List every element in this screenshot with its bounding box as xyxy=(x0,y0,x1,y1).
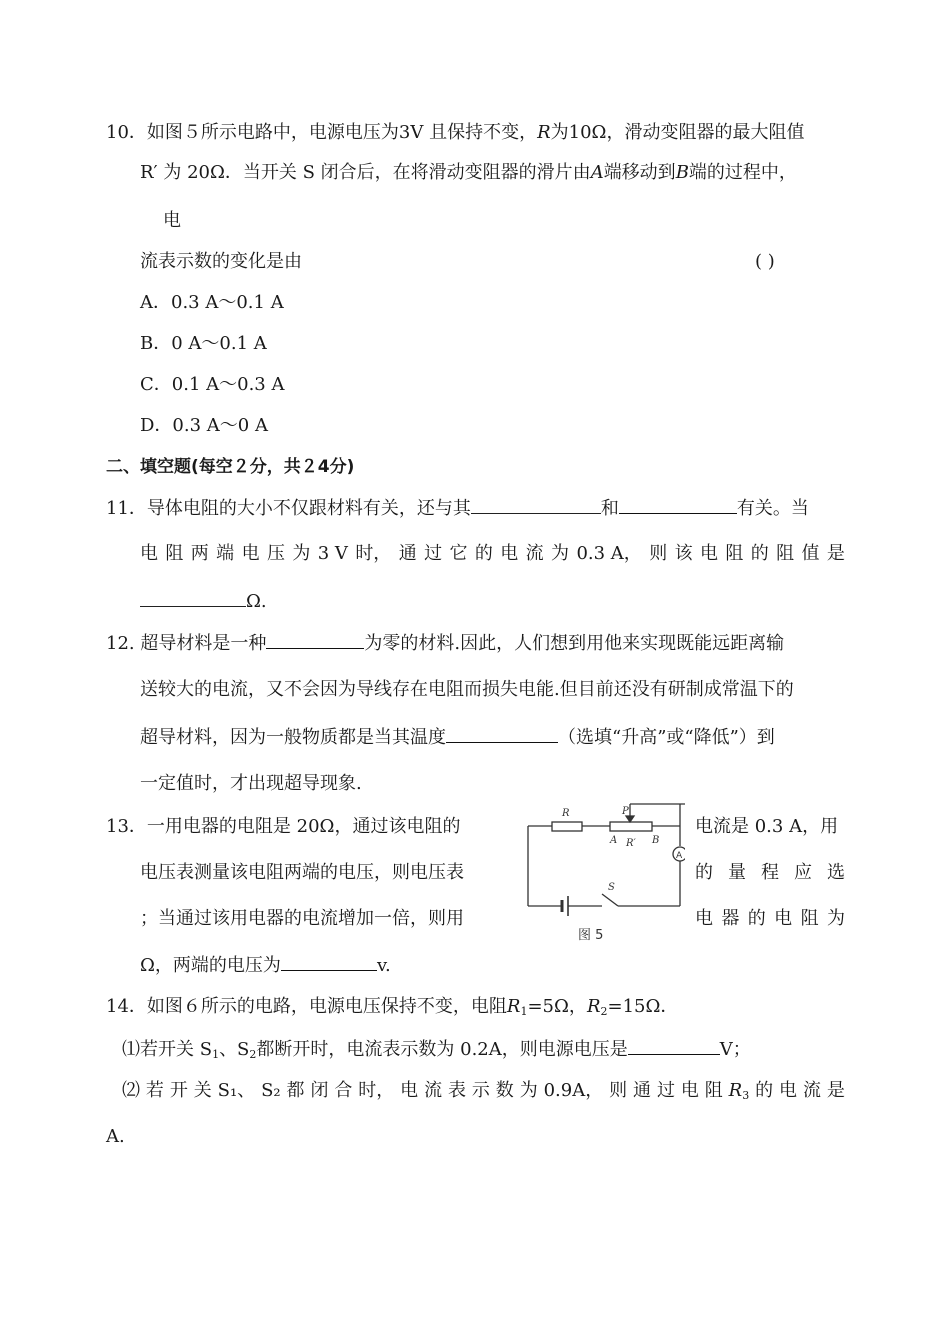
option-a: A．0.3 A～0.1 A xyxy=(140,292,284,313)
char: 应 xyxy=(794,862,812,883)
circuit-diagram-figure5 xyxy=(510,796,685,942)
var-r: R xyxy=(537,122,551,143)
q12-line3 xyxy=(140,724,775,751)
q11-line2 xyxy=(140,541,845,567)
char: 是 xyxy=(826,1080,845,1101)
text: 和 xyxy=(600,498,619,519)
answer-blank[interactable] xyxy=(628,1036,720,1055)
char: 的 xyxy=(474,543,493,564)
char: 闭 xyxy=(310,1080,329,1101)
char: 通 xyxy=(633,1080,652,1101)
char: 3 V xyxy=(317,543,348,564)
char: 则 xyxy=(649,543,668,564)
option-b: B．0 A～0.1 A xyxy=(140,333,267,354)
q13-line2b xyxy=(695,860,845,886)
char: 0.9A， xyxy=(543,1080,604,1101)
label-s: S xyxy=(608,882,615,893)
question-number: 14． xyxy=(106,996,147,1017)
ammeter-label: A xyxy=(676,851,683,861)
char: 示 xyxy=(471,1080,490,1101)
char: S₂ xyxy=(261,1080,281,1101)
char: 都 xyxy=(286,1080,305,1101)
char: 阻 xyxy=(725,543,744,564)
q10-line4: 流表示数的变化是由 xyxy=(140,251,302,272)
var-r2: R xyxy=(586,996,601,1017)
text: R′ 为 20Ω．当开关 S 闭合后，在将滑动变阻器的滑片由 xyxy=(140,162,591,183)
char: 电 xyxy=(140,543,158,564)
char: 电 xyxy=(695,908,713,929)
text: 端移动到 xyxy=(603,162,676,183)
q12-line1 xyxy=(106,630,784,657)
char: 流 xyxy=(802,1080,821,1101)
char: 电 xyxy=(774,908,793,929)
q10-line2 xyxy=(140,160,797,186)
q14-line-end: A. xyxy=(106,1126,125,1147)
text: =15Ω． xyxy=(607,996,679,1017)
char: 选 xyxy=(827,862,845,883)
text: 有关。当 xyxy=(736,498,809,519)
char: 阻 xyxy=(165,543,184,564)
text: Ω，两端的电压为 xyxy=(140,955,281,976)
section-heading: 二、填空题(每空２分，共２4分) xyxy=(106,457,355,477)
char: 阻 xyxy=(800,908,819,929)
char: 合 xyxy=(334,1080,353,1101)
q14-line1 xyxy=(106,994,678,1025)
char: 端 xyxy=(216,543,235,564)
answer-blank[interactable] xyxy=(446,724,558,743)
text: 都断开时，电流表示数为 0.2A，则电源电压是 xyxy=(256,1039,628,1060)
var: R xyxy=(728,1080,743,1101)
label-b: B xyxy=(652,835,660,846)
label-a: A xyxy=(610,835,618,846)
question-number: 10． xyxy=(106,122,147,143)
label-r-prime: R′ xyxy=(626,838,636,849)
char: 过 xyxy=(656,1080,675,1101)
char: 电 xyxy=(779,1080,798,1101)
char: 时， xyxy=(358,1080,395,1101)
question-number: 11． xyxy=(106,498,147,519)
label-p: P xyxy=(622,806,629,817)
char: S₁、 xyxy=(217,1080,256,1101)
char: 表 xyxy=(447,1080,466,1101)
char: 器 xyxy=(721,908,740,929)
text: 为零的材料.因此，人们想到用他来实现既能远距离输 xyxy=(364,633,785,654)
text: 、S xyxy=(219,1039,250,1060)
subscript: 1 xyxy=(520,1005,528,1018)
char: 阻 xyxy=(704,1080,723,1101)
text: =5Ω， xyxy=(527,996,587,1017)
text: 导体电阻的大小不仅跟材料有关，还与其 xyxy=(146,498,471,519)
char: 阻 xyxy=(776,543,795,564)
char: 为 xyxy=(519,1080,538,1101)
char: 的 xyxy=(755,1080,774,1101)
char: 是 xyxy=(826,543,845,564)
char: 数 xyxy=(495,1080,514,1101)
char: 的 xyxy=(747,908,766,929)
char: 电 xyxy=(699,543,718,564)
char: 时， xyxy=(355,543,392,564)
q10-line3: 电 xyxy=(163,210,181,231)
q13-line3a: ；当通过该用电器的电流增加一倍，则用 xyxy=(140,908,464,929)
text: 端的过程中， xyxy=(688,162,797,183)
char: 若 xyxy=(145,1080,164,1101)
char: 开 xyxy=(169,1080,188,1101)
subscript: 2 xyxy=(249,1048,257,1061)
var-r1: R xyxy=(506,996,521,1017)
text: 如图６所示的电路，电源电压保持不变，电阻 xyxy=(146,996,507,1017)
subscript: 1 xyxy=(212,1048,220,1061)
question-number: 12. xyxy=(106,633,135,654)
char: 两 xyxy=(190,543,209,564)
var-b: B xyxy=(675,162,689,183)
text: 超导材料是一种 xyxy=(140,633,267,654)
char: 电 xyxy=(500,543,519,564)
char: 0.3 A， xyxy=(576,543,642,564)
answer-parentheses: ( ) xyxy=(755,251,775,272)
char: 则 xyxy=(609,1080,628,1101)
q12-line2: 送较大的电流，又不会因为导线存在电阻而损失电能.但目前还没有研制成常温下的 xyxy=(140,679,794,700)
q13-line4 xyxy=(140,952,391,979)
char: 为 xyxy=(551,543,570,564)
text: V； xyxy=(719,1039,751,1060)
text: Ω. xyxy=(246,591,267,612)
char: 通 xyxy=(398,543,417,564)
q11-line1 xyxy=(106,495,809,522)
text: （选填“升高”或“降低”）到 xyxy=(558,727,775,748)
char: ⑵ xyxy=(122,1080,140,1101)
char: 关 xyxy=(193,1080,212,1101)
text: 为10Ω，滑动变阻器的最大阻值 xyxy=(550,122,805,143)
resistor-r xyxy=(552,822,582,831)
char: 程 xyxy=(761,862,779,883)
q14-part2 xyxy=(122,1078,845,1109)
question-number: 13． xyxy=(106,816,147,837)
char: 为 xyxy=(826,908,845,929)
char: 电 xyxy=(241,543,260,564)
char: 值 xyxy=(801,543,820,564)
option-d: D．0.3 A～0 A xyxy=(140,415,268,436)
text: 一用电器的电阻是 20Ω，通过该电阻的 xyxy=(146,816,461,837)
q11-line3 xyxy=(140,588,267,615)
char: 该 xyxy=(674,543,693,564)
answer-blank[interactable] xyxy=(471,495,601,514)
option-c: C．0.1 A～0.3 A xyxy=(140,374,285,395)
text: ⑴若开关 S xyxy=(122,1039,213,1060)
subscript: 3 xyxy=(742,1089,750,1102)
q12-line4: 一定值时，才出现超导现象. xyxy=(140,773,362,794)
var-r3 xyxy=(729,1078,750,1109)
q10-line1 xyxy=(106,120,804,146)
rheostat xyxy=(610,822,652,831)
var-a: A xyxy=(590,162,604,183)
text: v. xyxy=(376,955,391,976)
subscript: 2 xyxy=(600,1005,608,1018)
char: 流 xyxy=(525,543,544,564)
answer-blank[interactable] xyxy=(281,952,377,971)
figure-caption: 图 5 xyxy=(578,928,604,942)
char: 它 xyxy=(449,543,468,564)
char: 电 xyxy=(680,1080,699,1101)
answer-blank[interactable] xyxy=(619,495,737,514)
q13-line3b xyxy=(695,906,845,932)
q13-line1b: 电流是 0.3 A，用 xyxy=(695,816,839,837)
char: 电 xyxy=(400,1080,419,1101)
char: 压 xyxy=(266,543,285,564)
text: 如图５所示电路中，电源电压为3V 且保持不变， xyxy=(146,122,538,143)
switch-s xyxy=(602,894,618,906)
answer-blank[interactable] xyxy=(140,588,246,607)
char: 过 xyxy=(424,543,443,564)
q13-line1a xyxy=(106,814,460,840)
char: 流 xyxy=(424,1080,443,1101)
answer-blank[interactable] xyxy=(266,630,364,649)
char: 的 xyxy=(695,862,713,883)
text: 超导材料，因为一般物质都是当其温度 xyxy=(140,727,446,748)
char: 的 xyxy=(750,543,769,564)
char: 为 xyxy=(292,543,311,564)
char: 量 xyxy=(728,862,746,883)
label-r: R xyxy=(562,808,570,819)
q14-part1 xyxy=(122,1036,751,1068)
q13-line2a: 电压表测量该电阻两端的电压，则电压表 xyxy=(140,862,464,883)
